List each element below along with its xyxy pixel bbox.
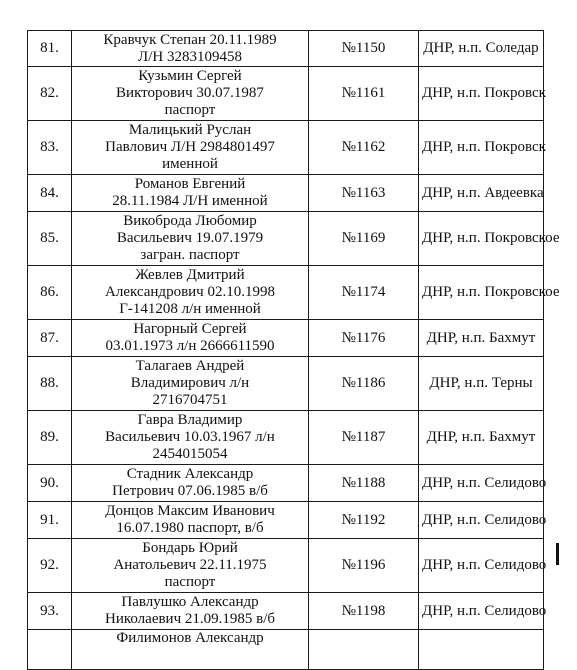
row-number: 93. [28,593,72,630]
person-details-line: Л/Н 3283109458 [138,48,242,65]
location: ДНР, н.п. Авдеевка [419,175,544,212]
person-details [72,67,309,121]
table-row [28,357,544,411]
person-details-line: именной [162,156,218,172]
record-number: №1162 [309,121,419,175]
records-table-body [28,31,560,670]
person-details-line: Кузьмин Сергей [138,68,242,84]
person-details-line: Жевлев Дмитрий [135,267,245,283]
table-row [28,121,544,175]
record-number: №1161 [309,67,419,121]
record-number: №1176 [309,320,419,357]
location: ДНР, н.п. Селидово [419,502,544,539]
location: ДНР, н.п. Бахмут [419,411,544,465]
record-number: №1169 [309,212,419,266]
record-number: №1186 [309,357,419,411]
person-details-line: Бондарь Юрий [142,540,238,556]
record-number: №1150 [309,31,419,67]
table-row [28,593,544,630]
person-details-line: Кравчук Степан 20.11.1989 [103,31,277,48]
records-table [27,30,560,670]
location: ДНР, н.п. Соледар [419,31,544,67]
record-number [309,630,419,670]
location: ДНР, н.п. Селидово [419,465,544,502]
person-details-line: Нагорный Сергей [133,321,247,337]
person-details-line: Талагаев Андрей [135,358,245,374]
person-details [72,465,309,502]
person-details [72,320,309,357]
person-details-line: Викторович 30.07.1987 [116,85,264,101]
person-details-line: 16.07.1980 паспорт, в/б [116,520,264,536]
person-details-line: 28.11.1984 Л/Н именной [112,193,268,209]
person-details-line: Малицький Руслан [128,122,252,138]
location: ДНР, н.п. Бахмут [419,320,544,357]
person-details [72,31,309,67]
table-row [28,465,544,502]
row-number: 90. [28,465,72,502]
table-row [28,502,544,539]
person-details-line: Николаевич 21.09.1985 в/б [104,611,276,627]
table-row [28,67,544,121]
person-details-line: паспорт [164,102,216,118]
record-number: №1163 [309,175,419,212]
person-details-line: Петрович 07.06.1985 в/б [112,483,268,499]
table-row [28,212,544,266]
location [419,630,544,670]
person-details-line: Стадник Александр [126,466,254,482]
person-details-line: Александрович 02.10.1998 [105,284,275,300]
person-details [72,593,309,630]
person-details-line: Васильевич 19.07.1979 [116,230,264,246]
person-details [72,539,309,593]
person-details [72,121,309,175]
row-number: 82. [28,67,72,121]
person-details-line: Павлушко Александр [121,594,259,610]
person-details-line: Викоброда Любомир [123,213,257,229]
row-number: 87. [28,320,72,357]
table-row [28,630,544,670]
location: ДНР, н.п. Покровское [419,212,544,266]
row-number: 88. [28,357,72,411]
person-details-line: 2716704751 [152,392,228,408]
location: ДНР, н.п. Покровск [419,67,544,121]
person-details-line: Анатольевич 22.11.1975 [113,557,267,573]
scan-edge-mark [556,543,559,565]
person-details-line: Донцов Максим Иванович [105,503,275,519]
row-number: 92. [28,539,72,593]
location: ДНР, н.п. Селидово [419,539,544,593]
person-details-line: загран. паспорт [140,247,240,263]
person-details-line: Владимирович л/н [130,375,250,391]
table-row [28,266,544,320]
person-details-line: Гавра Владимир [137,412,243,428]
table-row [28,31,544,67]
row-number: 81. [28,31,72,67]
row-number: 84. [28,175,72,212]
location: ДНР, н.п. Покровск [419,121,544,175]
table-row [28,320,544,357]
row-number: 89. [28,411,72,465]
table-row [28,411,544,465]
record-number: №1187 [309,411,419,465]
person-details [72,502,309,539]
person-details [72,175,309,212]
person-details [72,266,309,320]
table-row [28,175,544,212]
record-number: №1174 [309,266,419,320]
table-row [28,539,544,593]
person-details [72,411,309,465]
record-number: №1192 [309,502,419,539]
location: ДНР, н.п. Селидово [419,593,544,630]
person-details [72,357,309,411]
location: ДНР, н.п. Покровское [419,266,544,320]
row-number: 91. [28,502,72,539]
person-details-line: Филимонов Александр [116,630,264,646]
row-number: 85. [28,212,72,266]
person-details [72,212,309,266]
row-number [28,630,72,670]
record-number: №1196 [309,539,419,593]
record-number: №1198 [309,593,419,630]
person-details-line: Г-141208 л/н именной [119,301,261,317]
person-details-line: 2454015054 [152,446,228,462]
person-details-line: Романов Евгений [134,176,246,192]
row-number: 83. [28,121,72,175]
record-number: №1188 [309,465,419,502]
person-details-line: Павлович Л/Н 2984801497 [105,139,275,155]
location: ДНР, н.п. Терны [419,357,544,411]
row-number: 86. [28,266,72,320]
person-details-line: Васильевич 10.03.1967 л/н [105,429,275,445]
person-details-line: паспорт [164,574,216,590]
person-details [72,630,309,670]
person-details-line: 03.01.1973 л/н 2666611590 [105,338,275,354]
